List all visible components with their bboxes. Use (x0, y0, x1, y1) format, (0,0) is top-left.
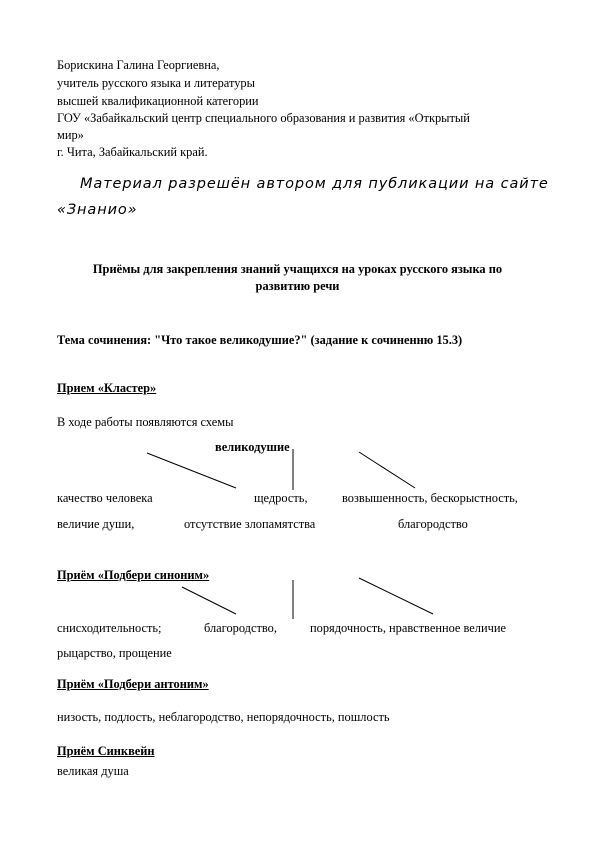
author-location: г. Чита, Забайкальский край. (57, 145, 208, 159)
publication-notice-line1: Материал разрешён автором для публикации на сайте (80, 176, 549, 192)
antonyms-text: низость, подлость, неблагородство, непорядочность, пошлость (57, 710, 390, 724)
document-title-line2: развитию речи (255, 279, 340, 293)
synonym-item: снисходительность; (57, 621, 162, 635)
cluster-line-left (147, 453, 236, 488)
synonym-item: порядочность, нравственное величие (310, 621, 506, 635)
author-name: Борискина Галина Георгиевна, (57, 58, 220, 72)
synonym-line-right (359, 578, 433, 614)
synonym-line-left (182, 587, 236, 614)
antonyms-heading: Приём «Подбери антоним» (57, 677, 209, 691)
cluster-item: отсутствие злопамятства (184, 517, 316, 531)
cluster-item: возвышенность, бескорыстность, (342, 491, 518, 505)
cluster-line-right (359, 452, 415, 488)
author-organization: ГОУ «Забайкальский центр специального образования и развития «Открытый (57, 111, 470, 125)
sinkwine-heading: Приём Синквейн (57, 744, 155, 758)
document-title-line1: Приёмы для закрепления знаний учащихся на уроках русского языка по (92, 262, 503, 276)
cluster-item: качество человека (57, 491, 153, 505)
synonyms-line2: рыцарство, прощение (57, 646, 172, 660)
publication-notice-line2: «Знанио» (57, 202, 138, 218)
author-organization-cont: мир» (57, 128, 84, 142)
author-category: высшей квалификационной категории (57, 94, 259, 108)
cluster-item: благородство (398, 517, 468, 531)
cluster-item: щедрость, (254, 491, 308, 505)
synonym-item: благородство, (204, 621, 277, 635)
cluster-heading: Прием «Кластер» (57, 381, 157, 395)
synonyms-heading: Приём «Подбери синоним» (57, 568, 210, 582)
cluster-intro: В ходе работы появляются схемы (57, 415, 234, 429)
essay-topic: Тема сочинения: "Что такое великодушие?" (задание к сочиненню 15.3) (57, 333, 463, 347)
sinkwine-text: великая душа (57, 764, 129, 778)
cluster-center-word: великодушие (215, 440, 290, 454)
author-position: учитель русского языка и литературы (57, 76, 255, 90)
cluster-item: величие души, (57, 517, 135, 531)
